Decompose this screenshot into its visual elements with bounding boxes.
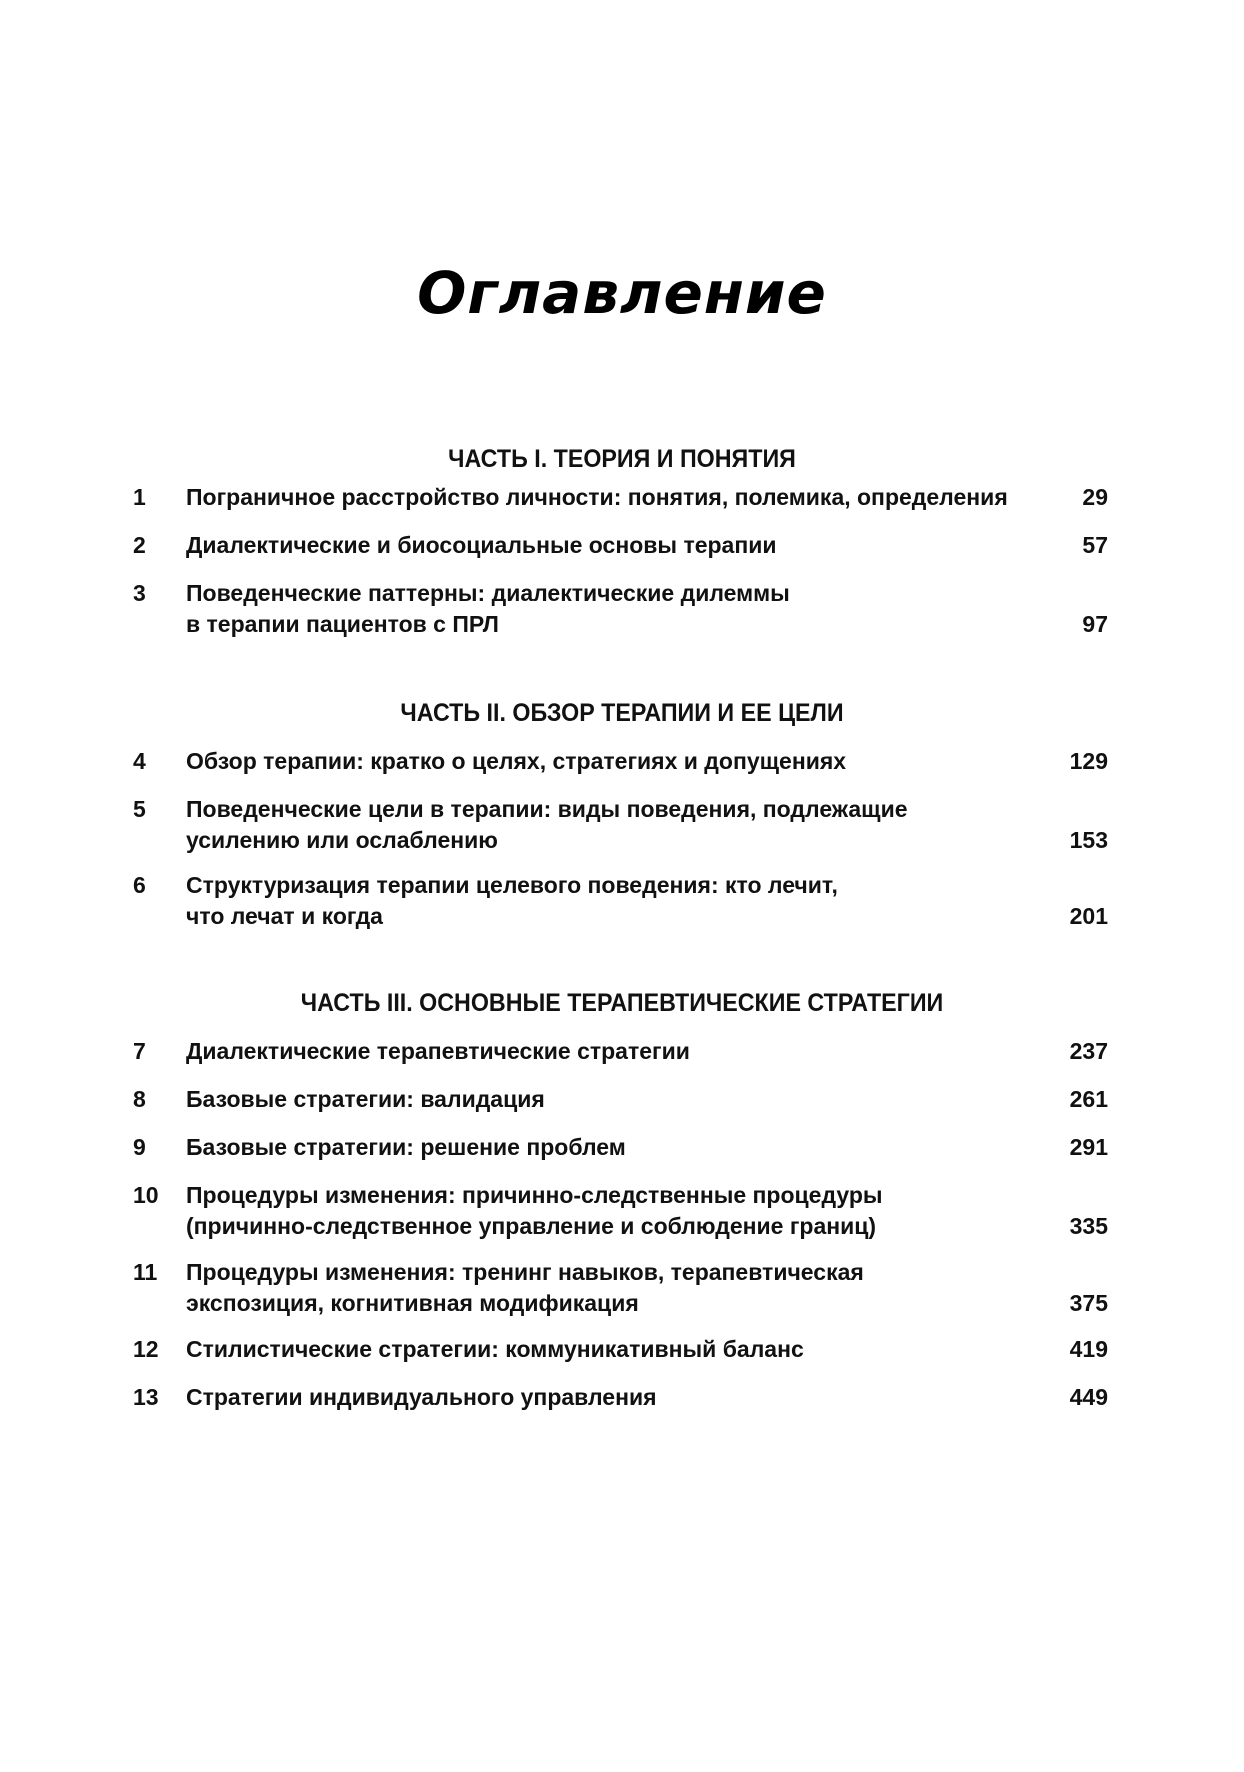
chapter-number: 7 (133, 1038, 146, 1064)
chapter-number: 12 (133, 1336, 159, 1362)
chapter-page-number: 201 (1069, 903, 1108, 929)
toc-entry-11[interactable] (0, 1257, 1244, 1319)
page-title: Оглавление (417, 259, 827, 327)
chapter-title: Диалектические терапевтические стратегии (186, 1038, 690, 1064)
toc-entry-8[interactable] (0, 1084, 1244, 1115)
toc-entry-1[interactable] (0, 482, 1244, 513)
chapter-page-number: 29 (1082, 484, 1108, 510)
toc-entry-6[interactable] (0, 870, 1244, 932)
chapter-title: Структуризация терапии целевого поведения: кто лечит, что лечат и когда (186, 872, 838, 929)
part-heading-3: ЧАСТЬ III. ОСНОВНЫЕ ТЕРАПЕВТИЧЕСКИЕ СТРАТЕГИИ (300, 989, 944, 1017)
chapter-page-number: 153 (1069, 827, 1108, 853)
chapter-number: 4 (133, 748, 146, 774)
chapter-number: 9 (133, 1134, 146, 1160)
part-heading-2: ЧАСТЬ II. ОБЗОР ТЕРАПИИ И ЕЕ ЦЕЛИ (400, 699, 844, 727)
toc-entry-4[interactable] (0, 746, 1244, 777)
chapter-title: Процедуры изменения: тренинг навыков, терапевтическая экспозиция, когнитивная модификация (186, 1259, 864, 1316)
chapter-number: 5 (133, 796, 146, 822)
chapter-page-number: 57 (1082, 532, 1108, 558)
chapter-page-number: 335 (1069, 1213, 1108, 1239)
chapter-title: Обзор терапии: кратко о целях, стратегиях и допущениях (186, 748, 847, 774)
part-heading-1: ЧАСТЬ I. ТЕОРИЯ И ПОНЯТИЯ (448, 445, 796, 473)
chapter-title: Базовые стратегии: решение проблем (186, 1134, 626, 1160)
chapter-page-number: 449 (1069, 1384, 1108, 1410)
chapter-title: Диалектические и биосоциальные основы терапии (186, 532, 777, 558)
chapter-page-number: 375 (1069, 1290, 1108, 1316)
toc-entry-5[interactable] (0, 794, 1244, 856)
toc-entry-13[interactable] (0, 1382, 1244, 1413)
toc-entry-12[interactable] (0, 1334, 1244, 1365)
chapter-number: 8 (133, 1086, 146, 1112)
chapter-title: Базовые стратегии: валидация (186, 1086, 545, 1112)
chapter-page-number: 261 (1069, 1086, 1108, 1112)
toc-entry-3[interactable] (0, 578, 1244, 640)
chapter-number: 10 (133, 1182, 159, 1208)
chapter-number: 2 (133, 532, 146, 558)
chapter-title: Процедуры изменения: причинно-следственные процедуры (причинно-следственное управление и соблюдение границ) (186, 1182, 883, 1239)
chapter-title: Стилистические стратегии: коммуникативный баланс (186, 1336, 804, 1362)
toc-entry-9[interactable] (0, 1132, 1244, 1163)
chapter-page-number: 129 (1069, 748, 1108, 774)
chapter-title: Поведенческие паттерны: диалектические дилеммы в терапии пациентов с ПРЛ (186, 580, 790, 637)
chapter-number: 3 (133, 580, 146, 606)
chapter-number: 13 (133, 1384, 159, 1410)
chapter-number: 11 (133, 1259, 158, 1285)
chapter-page-number: 237 (1069, 1038, 1108, 1064)
toc-entry-10[interactable] (0, 1180, 1244, 1242)
chapter-number: 6 (133, 872, 146, 898)
chapter-title: Стратегии индивидуального управления (186, 1384, 657, 1410)
chapter-title: Пограничное расстройство личности: понятия, полемика, определения (186, 484, 1008, 510)
chapter-page-number: 291 (1069, 1134, 1108, 1160)
chapter-title: Поведенческие цели в терапии: виды поведения, подлежащие усилению или ослаблению (186, 796, 908, 853)
toc-entry-7[interactable] (0, 1036, 1244, 1067)
toc-entry-2[interactable] (0, 530, 1244, 561)
chapter-page-number: 419 (1069, 1336, 1108, 1362)
chapter-page-number: 97 (1082, 611, 1108, 637)
chapter-number: 1 (133, 484, 146, 510)
